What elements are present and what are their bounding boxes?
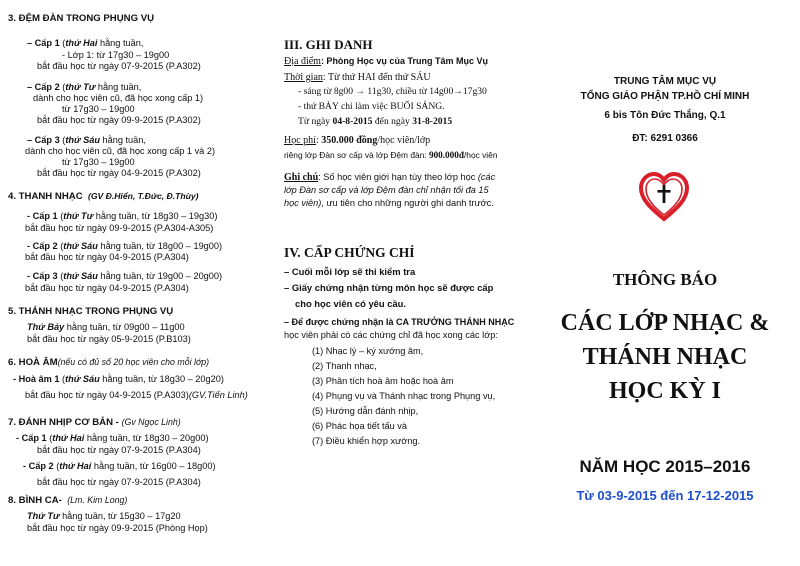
list-item: (6) Phác họa tiết tấu và — [312, 421, 407, 431]
org-phone: ĐT: 6291 0366 — [632, 133, 698, 144]
note-line-3: học viên), ưu tiên cho những người ghi danh trước. — [284, 198, 494, 208]
s3-level-2-desc: dành cho học viên cũ, đã học xong cấp 1) — [33, 93, 204, 103]
s4-level-2: - Cấp 2 (thứ Sáu hằng tuần, từ 18g00 – 19g00) — [27, 241, 223, 251]
org-address: 6 bis Tôn Đức Thắng, Q.1 — [604, 110, 726, 121]
org-parent: TỔNG GIÁO PHẬN TP.HỒ CHÍ MINH — [580, 91, 750, 102]
list-item: (2) Thanh nhạc, — [312, 361, 377, 371]
s4-level-1-start: bắt đầu học từ ngày 09-9-2015 (P.A304-A305) — [25, 223, 214, 233]
list-item: (3) Phân tích hoà âm hoặc hoà âm — [312, 376, 454, 386]
title-line-3: HỌC KỲ I — [608, 378, 721, 404]
section-8-title: 8. BÌNH CA- (Lm. Kim Long) — [8, 495, 128, 506]
s7-level-1-start: bắt đầu học từ ngày 07-9-2015 (P.A304) — [37, 445, 201, 455]
s3-level-1-time: - Lớp 1: từ 17g30 – 19g00 — [62, 50, 170, 60]
notice-heading: THÔNG BÁO — [612, 270, 718, 289]
s3-level-1: – Cấp 1 (thứ Hai hằng tuần, — [27, 38, 144, 48]
s4-level-3: - Cấp 3 (thứ Sáu hằng tuần, từ 19g00 – 20g00) — [27, 271, 223, 281]
s4-level-2-start: bắt đầu học từ ngày 04-9-2015 (P.A304) — [25, 252, 189, 262]
s6-start: bắt đầu học từ ngày 04-9-2015 (P.A303)(GV.Tiến Linh) — [25, 390, 248, 400]
heart-cross-logo-icon — [638, 171, 690, 223]
list-item: (4) Phụng vụ và Thánh nhạc trong Phụng vụ, — [312, 391, 496, 401]
semester-dates: Từ 03-9-2015 đến 17-12-2015 — [576, 488, 754, 503]
certificate-title: IV. CẤP CHỨNG CHỈ — [284, 245, 415, 260]
registration-time: Thời gian: Từ thứ HAI đến thứ SÁU — [284, 72, 431, 83]
list-item: (5) Hướng dẫn đánh nhịp, — [312, 406, 419, 416]
s4-level-1: - Cấp 1 (thứ Tư hằng tuần, từ 18g30 – 19g30) — [27, 211, 218, 221]
certificate-requirement: học viên phải có các chứng chỉ đã học xong các lớp: — [284, 330, 498, 340]
section-7-title: 7. ĐÁNH NHỊP CƠ BẢN - (Gv Ngọc Linh) — [8, 417, 181, 428]
certificate-item-2: – Giấy chứng nhận từng môn học sẽ được cấp — [284, 282, 494, 293]
s3-level-3-start: bắt đầu học từ ngày 04-9-2015 (P.A302) — [37, 168, 201, 178]
s4-level-3-start: bắt đầu học từ ngày 04-9-2015 (P.A304) — [25, 283, 189, 293]
s8-schedule: Thứ Tư hằng tuần, từ 15g30 – 17g20 — [27, 511, 181, 521]
list-item: (1) Nhạc lý – ký xướng âm, — [312, 346, 424, 356]
registration-location: Địa điểm: Phòng Học vụ của Trung Tâm Mục Vụ — [284, 56, 488, 67]
tuition-fee: Học phí: 350.000 đồng/học viên/lớp — [284, 135, 431, 146]
s3-level-3-time: từ 17g30 – 19g00 — [62, 157, 135, 167]
list-item: (7) Điều khiển hợp xướng. — [312, 436, 421, 446]
s3-level-3: – Cấp 3 (thứ Sáu hằng tuần, — [27, 135, 146, 145]
registration-hours: - sáng từ 8g00 → 11g30, chiều từ 14g00→17g30 — [298, 86, 487, 97]
title-line-1: CÁC LỚP NHẠC & — [560, 310, 770, 336]
s7-level-2: - Cấp 2 (thứ Hai hằng tuần, từ 16g00 – 18g00) — [23, 461, 216, 471]
s3-level-3-desc: dành cho học viên cũ, đã học xong cấp 1 và 2) — [25, 146, 216, 156]
s8-start: bắt đầu học từ ngày 09-9-2015 (Phòng Họp) — [27, 523, 208, 533]
registration-saturday: - thứ BẢY chỉ làm việc BUỔI SÁNG. — [298, 101, 445, 112]
section-3-title: 3. ĐỆM ĐÀN TRONG PHỤNG VỤ — [8, 13, 155, 24]
s3-level-2-time: từ 17g30 – 19g00 — [62, 104, 135, 114]
certificate-item-2b: cho học viên có yêu cầu. — [295, 298, 406, 309]
s3-level-2-start: bắt đầu học từ ngày 09-9-2015 (P.A302) — [37, 115, 201, 125]
school-year: NĂM HỌC 2015–2016 — [579, 457, 751, 476]
s7-level-1: - Cấp 1 (thứ Hai hằng tuần, từ 18g30 – 20g00) — [16, 433, 209, 443]
s7-level-2-start: bắt đầu học từ ngày 07-9-2015 (P.A304) — [37, 477, 201, 487]
certificate-item-1: – Cuối mỗi lớp sẽ thi kiểm tra — [284, 266, 416, 277]
s5-schedule: Thứ Bảy hằng tuần, từ 09g00 – 11g00 — [27, 322, 185, 332]
title-line-2: THÁNH NHẠC — [582, 344, 748, 370]
note-line-1: Ghi chú: Số học viên giới hạn tùy theo lớp học (các — [284, 172, 496, 183]
section-4-title: 4. THANH NHẠC (GV Đ.Hiển, T.Đức, Đ.Thùy) — [8, 191, 199, 202]
registration-title: III. GHI DANH — [284, 37, 373, 52]
s5-start: bắt đầu học từ ngày 05-9-2015 (P.B103) — [27, 334, 191, 344]
org-name: TRUNG TÂM MỤC VỤ — [613, 76, 717, 87]
s3-level-2: – Cấp 2 (thứ Tư hằng tuần, — [27, 82, 142, 92]
tuition-fee-special: riêng lớp Đàn sơ cấp và lớp Đệm đàn: 900.000đ/học viên — [284, 150, 498, 160]
registration-period: Từ ngày 04-8-2015 đến ngày 31-8-2015 — [298, 116, 453, 127]
s6-level-1: - Hoà âm 1 (thứ Sáu hằng tuần, từ 18g30 – 20g20) — [13, 374, 224, 384]
certificate-item-3: – Để được chứng nhận là CA TRƯỞNG THÁNH NHẠC — [284, 317, 515, 327]
section-6-title: 6. HOÀ ÂM(nếu có đủ số 20 học viên cho mỗi lớp) — [8, 357, 210, 368]
s3-level-1-start: bắt đầu học từ ngày 07-9-2015 (P.A302) — [37, 61, 201, 71]
section-5-title: 5. THÁNH NHẠC TRONG PHỤNG VỤ — [8, 306, 174, 317]
note-line-2: lớp Đàn sơ cấp và lớp Đệm đàn chỉ nhận tối đa 15 — [284, 185, 489, 195]
